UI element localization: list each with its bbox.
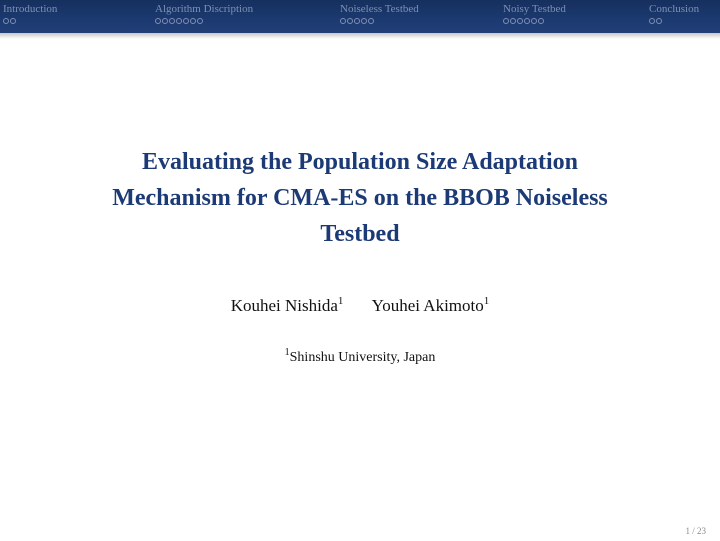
frame-dot-icon[interactable] — [162, 18, 168, 24]
nav-section-label: Introduction — [3, 3, 58, 15]
frame-dot-icon[interactable] — [169, 18, 175, 24]
nav-section-label: Conclusion — [649, 3, 700, 15]
nav-section-label: Algorithm Discription — [155, 3, 254, 15]
frame-dot-icon[interactable] — [649, 18, 655, 24]
nav-section-conclusion[interactable] — [649, 3, 699, 24]
frame-dot-icon[interactable] — [517, 18, 523, 24]
slide-title-line: Mechanism for CMA-ES on the BBOB Noiseless — [112, 185, 608, 211]
affiliation-text: Shinshu University, Japan — [289, 350, 436, 365]
frame-dot-icon[interactable] — [368, 18, 374, 24]
nav-section-dots — [503, 18, 566, 24]
author — [231, 296, 344, 316]
frame-dot-icon[interactable] — [3, 18, 9, 24]
frame-dot-icon[interactable] — [155, 18, 161, 24]
frame-dot-icon[interactable] — [354, 18, 360, 24]
frame-dot-icon[interactable] — [347, 18, 353, 24]
nav-section-noisy-testbed[interactable] — [503, 3, 566, 24]
nav-section-dots — [340, 18, 419, 24]
frame-dot-icon[interactable] — [190, 18, 196, 24]
navigation-bar — [0, 0, 720, 33]
authors — [0, 296, 720, 316]
frame-dot-icon[interactable] — [197, 18, 203, 24]
frame-dot-icon[interactable] — [183, 18, 189, 24]
nav-section-introduction[interactable] — [3, 3, 57, 24]
frame-dot-icon[interactable] — [176, 18, 182, 24]
nav-section-algorithm-discription[interactable] — [155, 3, 253, 24]
author-affiliation-mark: 1 — [483, 295, 490, 307]
frame-dot-icon[interactable] — [361, 18, 367, 24]
nav-section-dots — [155, 18, 253, 24]
author-name: Kouhei Nishida — [230, 296, 338, 315]
slide-title-line: Testbed — [320, 221, 400, 247]
nav-section-dots — [649, 18, 699, 24]
nav-section-noiseless-testbed[interactable] — [340, 3, 419, 24]
frame-dot-icon[interactable] — [531, 18, 537, 24]
author-name: Youhei Akimoto — [371, 296, 484, 315]
author — [372, 296, 490, 316]
page-number: 1 / 23 — [685, 526, 706, 536]
slide-title-line: Evaluating the Population Size Adaptation — [141, 149, 579, 175]
frame-dot-icon[interactable] — [10, 18, 16, 24]
frame-dot-icon[interactable] — [524, 18, 530, 24]
frame-dot-icon[interactable] — [656, 18, 662, 24]
slide-title — [0, 144, 720, 252]
affiliation — [0, 347, 720, 366]
author-affiliation-mark: 1 — [337, 295, 344, 307]
frame-dot-icon[interactable] — [340, 18, 346, 24]
frame-dot-icon[interactable] — [510, 18, 516, 24]
nav-section-label: Noiseless Testbed — [340, 3, 419, 15]
frame-dot-icon[interactable] — [538, 18, 544, 24]
nav-section-label: Noisy Testbed — [503, 3, 566, 15]
navigation-bar-shadow — [0, 33, 720, 39]
affiliation-mark: 1 — [284, 347, 290, 358]
nav-section-dots — [3, 18, 57, 24]
frame-dot-icon[interactable] — [503, 18, 509, 24]
